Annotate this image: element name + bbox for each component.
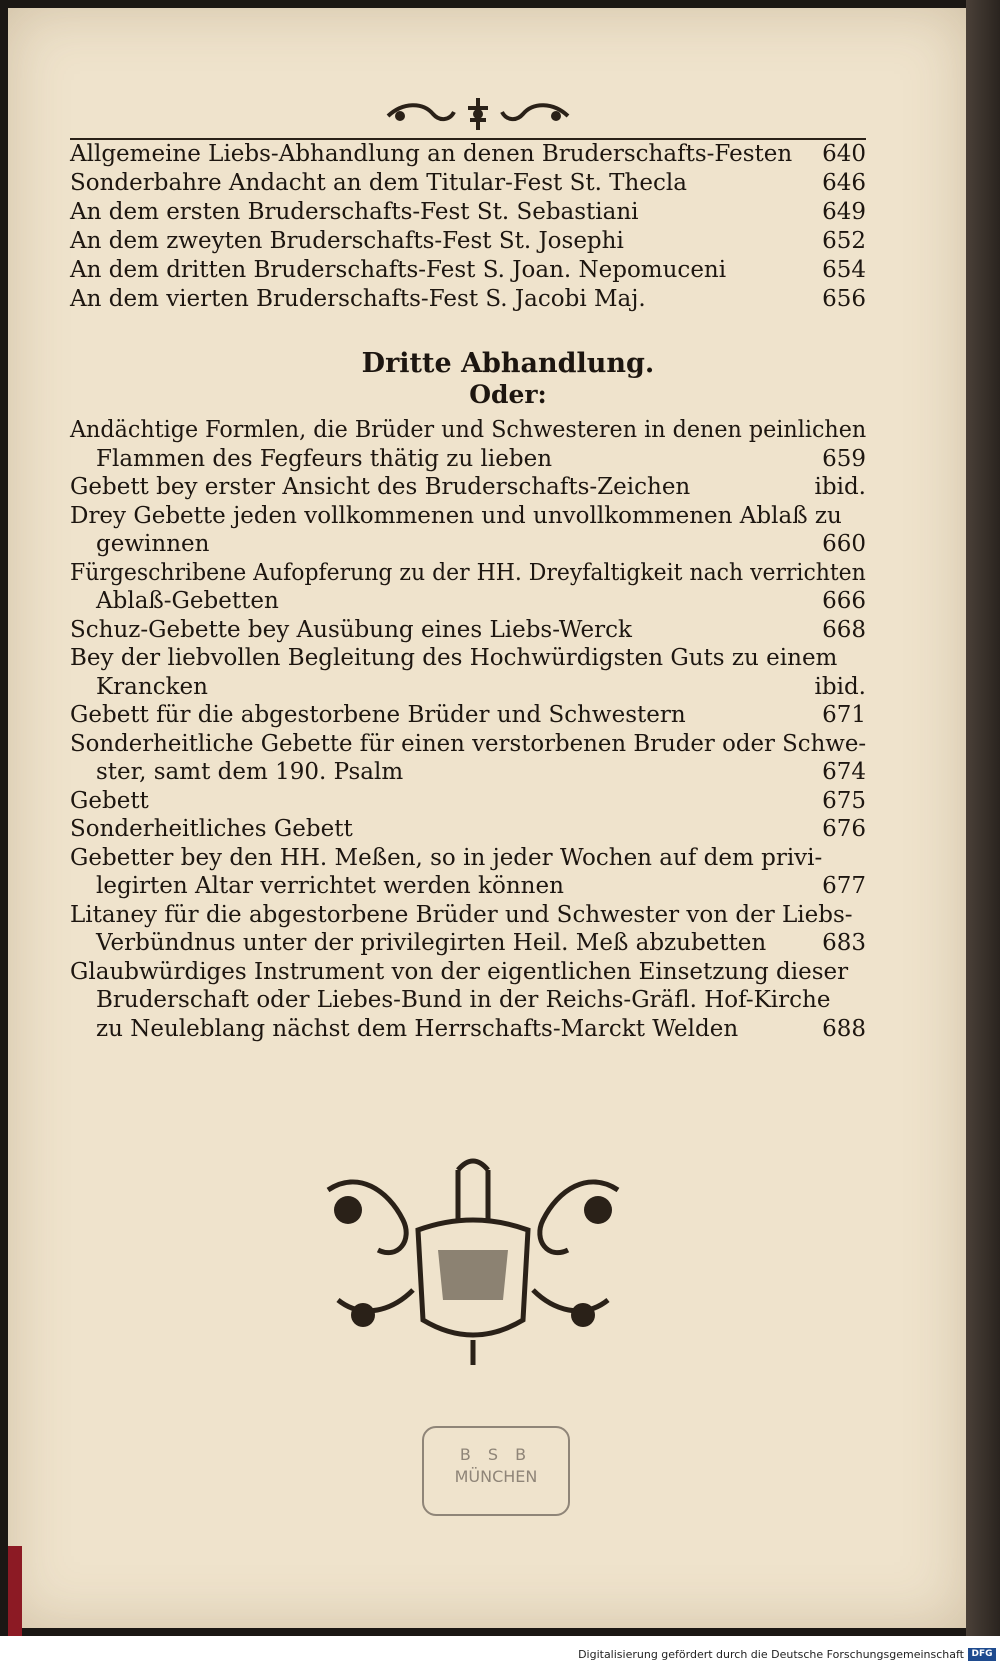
- toc-entry-continuation: [70, 986, 866, 1015]
- toc-entry: [70, 815, 866, 844]
- toc-entry-line: Drey Gebette jeden vollkommenen und unvollkommenen Ablaß zu: [70, 502, 842, 529]
- footer-text: Digitalisierung gefördert durch die Deutsche Forschungsgemeinschaft: [578, 1648, 964, 1661]
- toc-entry-title: An dem vierten Bruderschafts-Fest S. Jacobi Maj.: [70, 286, 646, 312]
- toc-entry: [70, 416, 866, 445]
- toc-entry-page: 668: [822, 616, 866, 643]
- toc-entry: [70, 644, 866, 673]
- toc-entry-line: Sonderheitliche Gebette für einen verstorbenen Bruder oder Schwe-: [70, 730, 867, 757]
- toc-entry-page: 675: [822, 787, 866, 814]
- toc-entry-page: 666: [822, 588, 866, 614]
- toc-entry: [70, 958, 866, 987]
- toc-entry-page: 656: [822, 286, 866, 312]
- toc-entry-continuation: [70, 530, 866, 559]
- toc-entry-page: 674: [822, 759, 866, 785]
- toc-entry: [70, 730, 866, 759]
- toc-entry-page: 654: [822, 257, 866, 283]
- toc-entry: [70, 227, 866, 256]
- toc-entry: [70, 701, 866, 730]
- toc-entry-title: An dem dritten Bruderschafts-Fest S. Joan. Nepomuceni: [70, 257, 727, 283]
- toc-entry-line: Gebetter bey den HH. Meßen, so in jeder Wochen auf dem privi-: [70, 844, 823, 871]
- toc-entry-line: gewinnen: [96, 531, 210, 557]
- toc-entry-title: An dem zweyten Bruderschafts-Fest St. Josephi: [70, 228, 624, 254]
- cartouche-ornament-icon: [308, 1150, 638, 1370]
- toc-entry-line: Glaubwürdiges Instrument von der eigentlichen Einsetzung dieser: [70, 958, 849, 985]
- toc-entry-line: Gebett: [70, 787, 149, 814]
- library-stamp: [422, 1426, 570, 1516]
- toc-entry-page: ibid.: [814, 474, 866, 500]
- toc-entry-title: Allgemeine Liebs-Abhandlung an denen Bruderschafts-Festen: [70, 141, 793, 167]
- toc-entry-continuation: [70, 872, 866, 901]
- toc-entry: [70, 285, 866, 314]
- toc-entry-continuation: [70, 1015, 866, 1044]
- toc-entry-continuation: [70, 929, 866, 958]
- book-page: [8, 8, 966, 1628]
- toc-entry-line: Verbündnus unter der privilegirten Heil. Meß abzubetten: [96, 930, 767, 956]
- toc-entry-page: ibid.: [814, 673, 866, 700]
- toc-entry: [70, 844, 866, 873]
- toc-entry-line: Flammen des Fegfeurs thätig zu lieben: [96, 445, 553, 472]
- toc-entry-page: 640: [822, 141, 866, 167]
- toc-entry-continuation: [70, 758, 866, 787]
- toc-entry: [70, 198, 866, 227]
- section-subheading: Oder:: [469, 380, 547, 409]
- toc-entry: [70, 473, 866, 502]
- toc-entry-line: Andächtige Formlen, die Brüder und Schwesteren in denen peinlichen: [70, 417, 867, 443]
- toc-entry: [70, 169, 866, 198]
- toc-entry-line: Litaney für die abgestorbene Brüder und Schwester von der Liebs-: [70, 901, 853, 928]
- toc-entry-line: Gebett bey erster Ansicht des Bruderschafts-Zeichen: [70, 474, 691, 500]
- toc-entry: [70, 502, 866, 531]
- toc-entry: [70, 787, 866, 816]
- toc-entry-line: Bey der liebvollen Begleitung des Hochwürdigsten Guts zu einem: [70, 645, 838, 671]
- toc-entry-continuation: [70, 445, 866, 474]
- toc-entry-page: 676: [822, 816, 866, 842]
- toc-entry-line: Fürgeschribene Aufopferung zu der HH. Dreyfaltigkeit nach verrichten: [70, 559, 866, 586]
- toc-entry-page: 683: [822, 930, 866, 956]
- section-heading: Dritte Abhandlung.: [361, 348, 655, 379]
- toc-entry-page: 649: [822, 199, 866, 225]
- toc-entry-line: Ablaß-Gebetten: [96, 588, 279, 614]
- toc-entry-page: 677: [822, 873, 866, 899]
- toc-entry-page: 646: [822, 170, 866, 196]
- toc-entry-page: 659: [822, 445, 866, 472]
- toc-entry-title: An dem ersten Bruderschafts-Fest St. Sebastiani: [70, 199, 639, 225]
- toc-entry: [70, 901, 866, 930]
- toc-entry-line: Schuz-Gebette bey Ausübung eines Liebs-Werck: [70, 616, 632, 643]
- toc-entry: [70, 140, 866, 169]
- toc-entry: [70, 616, 866, 645]
- toc-entry: [70, 559, 866, 588]
- toc-entry-page: 652: [822, 228, 866, 254]
- toc-entry-page: 688: [822, 1015, 866, 1042]
- toc-entry-page: 660: [822, 531, 866, 557]
- toc-entry-continuation: [70, 587, 866, 616]
- toc-entry-line: zu Neuleblang nächst dem Herrschafts-Marckt Welden: [96, 1015, 739, 1042]
- toc-entry-line: Bruderschaft oder Liebes-Bund in der Reichs-Gräfl. Hof-Kirche: [96, 987, 831, 1013]
- toc-entry: [70, 256, 866, 285]
- stamp-line2: MÜNCHEN: [454, 1467, 538, 1486]
- toc-entry-line: ster, samt dem 190. Psalm: [96, 759, 404, 785]
- stamp-line1: B S B: [459, 1445, 533, 1464]
- binding-edge: [8, 1546, 22, 1636]
- toc-entry-line: legirten Altar verrichtet werden können: [96, 873, 564, 899]
- page-edge: [966, 0, 1000, 1636]
- toc-entry-line: Gebett für die abgestorbene Brüder und Schwestern: [70, 702, 686, 728]
- toc-entry-title: Sonderbahre Andacht an dem Titular-Fest St. Thecla: [70, 170, 687, 196]
- dfg-logo: DFG: [968, 1648, 996, 1661]
- toc-entry-line: Sonderheitliches Gebett: [70, 816, 353, 842]
- footer-bar: [0, 1646, 1000, 1665]
- toc-entry-line: Krancken: [96, 673, 208, 700]
- toc-entry-page: 671: [822, 702, 866, 728]
- top-ornament-icon: [378, 94, 578, 134]
- toc-entry-continuation: [70, 673, 866, 702]
